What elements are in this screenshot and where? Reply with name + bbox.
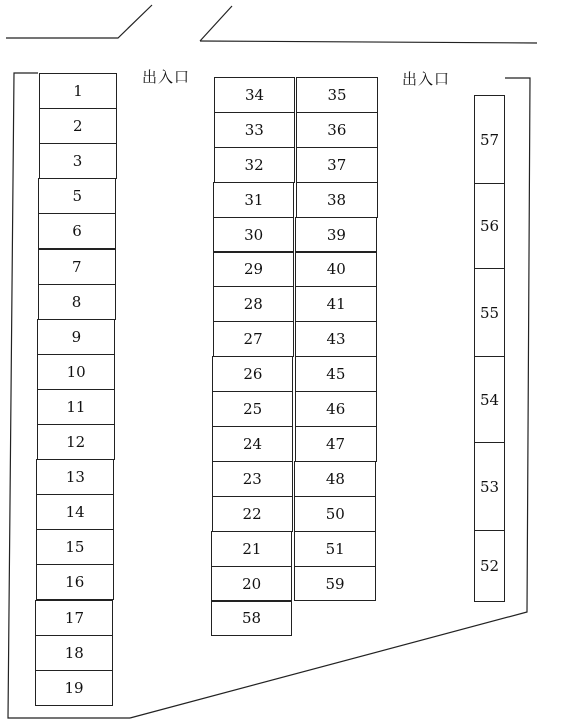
parking-space-9: 9 <box>37 319 115 355</box>
parking-space-20: 20 <box>211 566 292 602</box>
parking-space-5: 5 <box>38 178 116 214</box>
parking-space-54: 54 <box>474 356 505 443</box>
entrance-label-left: 出入口 <box>142 68 191 86</box>
parking-space-11: 11 <box>37 389 115 425</box>
parking-space-39: 39 <box>295 217 377 253</box>
parking-space-52: 52 <box>474 530 505 602</box>
parking-space-23: 23 <box>212 461 293 497</box>
parking-space-16: 16 <box>36 564 114 600</box>
parking-space-37: 37 <box>296 147 378 183</box>
parking-space-3: 3 <box>39 143 117 179</box>
parking-space-14: 14 <box>36 494 114 530</box>
parking-space-57: 57 <box>474 95 505 184</box>
parking-space-24: 24 <box>212 426 293 462</box>
parking-space-30: 30 <box>213 217 294 253</box>
parking-space-45: 45 <box>295 356 377 392</box>
parking-space-51: 51 <box>294 531 376 567</box>
parking-space-55: 55 <box>474 268 505 357</box>
parking-space-41: 41 <box>295 286 377 322</box>
parking-space-27: 27 <box>213 321 294 357</box>
parking-space-29: 29 <box>213 252 294 288</box>
entrance-label-right: 出入口 <box>402 70 451 88</box>
parking-space-59: 59 <box>294 566 376 602</box>
parking-space-26: 26 <box>212 356 293 392</box>
parking-space-31: 31 <box>213 182 294 218</box>
parking-space-2: 2 <box>39 108 117 144</box>
parking-space-53: 53 <box>474 442 505 531</box>
parking-space-47: 47 <box>295 426 377 462</box>
parking-space-6: 6 <box>38 213 116 249</box>
top-right-road-line <box>200 41 537 43</box>
parking-space-17: 17 <box>35 600 113 636</box>
parking-space-7: 7 <box>38 249 116 285</box>
parking-space-56: 56 <box>474 183 505 269</box>
top-left-road-edge <box>6 5 152 38</box>
parking-space-58: 58 <box>211 601 292 637</box>
parking-space-33: 33 <box>214 112 295 148</box>
parking-space-13: 13 <box>36 459 114 495</box>
parking-space-22: 22 <box>212 496 293 532</box>
parking-space-19: 19 <box>35 670 113 706</box>
parking-space-1: 1 <box>39 73 117 109</box>
parking-space-48: 48 <box>294 461 376 497</box>
parking-space-25: 25 <box>212 391 293 427</box>
parking-space-35: 35 <box>296 77 378 113</box>
parking-space-50: 50 <box>294 496 376 532</box>
parking-space-36: 36 <box>296 112 378 148</box>
parking-space-21: 21 <box>211 531 292 567</box>
parking-space-32: 32 <box>214 147 295 183</box>
parking-space-10: 10 <box>37 354 115 390</box>
parking-space-43: 43 <box>295 321 377 357</box>
parking-space-12: 12 <box>37 424 115 460</box>
parking-space-38: 38 <box>296 182 378 218</box>
parking-space-34: 34 <box>214 77 295 113</box>
top-right-road-edge <box>200 6 232 41</box>
parking-space-18: 18 <box>35 635 113 671</box>
parking-space-15: 15 <box>36 529 114 565</box>
parking-space-28: 28 <box>213 286 294 322</box>
parking-space-8: 8 <box>38 284 116 320</box>
parking-space-46: 46 <box>295 391 377 427</box>
parking-space-40: 40 <box>295 252 377 288</box>
